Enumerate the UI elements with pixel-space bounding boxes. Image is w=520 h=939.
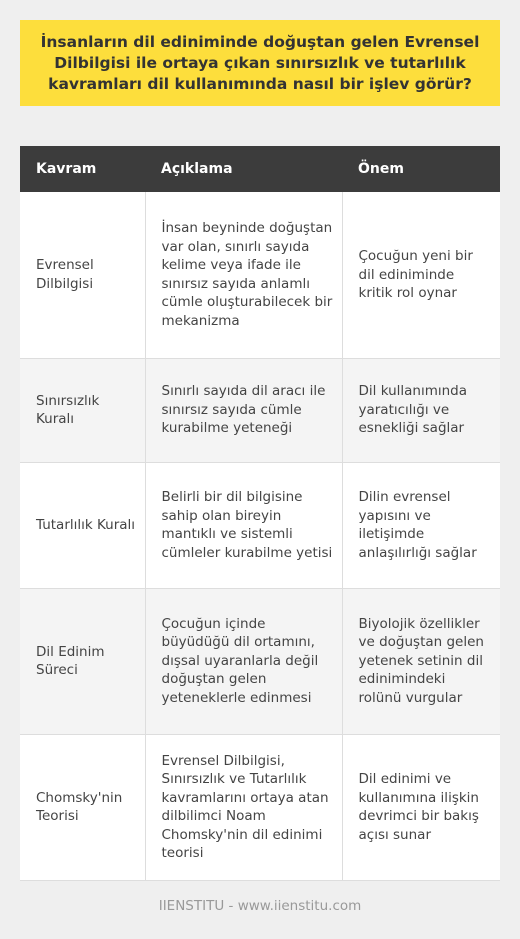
table-row bbox=[20, 734, 500, 880]
cell-onem: Dilin evrensel yapısını ve iletişimde anlaşılırlığı sağlar bbox=[342, 462, 500, 588]
cell-onem: Biyolojik özellikler ve doğuştan gelen yetenek setinin dil edinimindeki rolünü vurgular bbox=[342, 588, 500, 734]
cell-onem: Çocuğun yeni bir dil ediniminde kritik rol oynar bbox=[342, 192, 500, 358]
table-row bbox=[20, 462, 500, 588]
table-header-row bbox=[20, 146, 500, 192]
cell-aciklama: Evrensel Dilbilgisi, Sınırsızlık ve Tutarlılık kavramlarını ortaya atan dilbilimci Noam Chomsky'nin dil edinimi teorisi bbox=[145, 734, 342, 880]
concept-table bbox=[20, 146, 500, 881]
cell-aciklama: İnsan beyninde doğuştan var olan, sınırlı sayıda kelime veya ifade ile sınırsız sayıda anlamlı cümle oluşturabilecek bir mekanizma bbox=[145, 192, 342, 358]
cell-kavram: Evrensel Dilbilgisi bbox=[20, 192, 145, 358]
page-title: İnsanların dil ediniminde doğuştan gelen Evrensel Dilbilgisi ile ortaya çıkan sınırsızlık ve tutarlılık kavramları dil kullanımında nasıl bir işlev görür? bbox=[40, 32, 480, 93]
header-kavram: Kavram bbox=[20, 146, 145, 192]
cell-onem: Dil kullanımında yaratıcılığı ve esnekliği sağlar bbox=[342, 358, 500, 462]
cell-kavram: Sınırsızlık Kuralı bbox=[20, 358, 145, 462]
cell-aciklama: Çocuğun içinde büyüdüğü dil ortamını, dışsal uyaranlarla değil doğuştan gelen yeteneklerle edinmesi bbox=[145, 588, 342, 734]
header-onem: Önem bbox=[342, 146, 500, 192]
footer-credit: IIENSTITU - www.iienstitu.com bbox=[158, 898, 362, 914]
cell-kavram: Dil Edinim Süreci bbox=[20, 588, 145, 734]
header-aciklama: Açıklama bbox=[145, 146, 342, 192]
table-row bbox=[20, 588, 500, 734]
title-banner bbox=[20, 20, 500, 106]
cell-kavram: Tutarlılık Kuralı bbox=[20, 462, 145, 588]
cell-aciklama: Belirli bir dil bilgisine sahip olan bireyin mantıklı ve sistemli cümleler kurabilme yetisi bbox=[145, 462, 342, 588]
table-row bbox=[20, 192, 500, 358]
cell-onem: Dil edinimi ve kullanımına ilişkin devrimci bir bakış açısı sunar bbox=[342, 734, 500, 880]
cell-kavram: Chomsky'nin Teorisi bbox=[20, 734, 145, 880]
table-row bbox=[20, 358, 500, 462]
cell-aciklama: Sınırlı sayıda dil aracı ile sınırsız sayıda cümle kurabilme yeteneği bbox=[145, 358, 342, 462]
